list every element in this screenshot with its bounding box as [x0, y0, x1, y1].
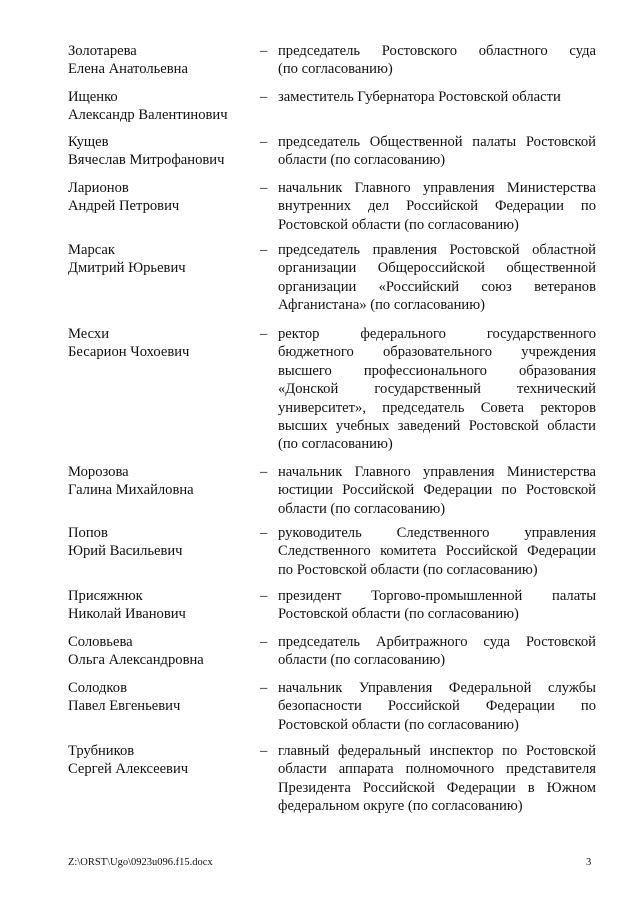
member-position	[278, 679, 596, 734]
position-line: области (по согласованию)	[278, 652, 446, 669]
member-surname: Трубников	[68, 743, 135, 759]
member-name	[68, 133, 258, 170]
position-line: (по согласованию)	[278, 436, 393, 453]
member-given-names: Юрий Васильевич	[68, 543, 183, 560]
member-given-names: Андрей Петрович	[68, 198, 180, 215]
position-line: ректор федерального государственного	[278, 326, 596, 342]
position-line: по Ростовской области (по согласованию)	[278, 561, 538, 578]
position-line: президент Торгово-промышленной палаты	[278, 588, 596, 604]
dash-separator: –	[260, 464, 268, 480]
position-line: Ростовской области (по согласованию)	[278, 216, 519, 233]
member-position	[278, 742, 596, 816]
position-line: высшего профессионального образования	[278, 362, 596, 379]
member-surname: Золотарева	[68, 43, 137, 59]
footer-file-path: Z:\ORST\Ugo\0923u096.f15.docx	[68, 857, 213, 868]
member-position	[278, 179, 596, 234]
position-line: начальник Главного управления Министерства	[278, 464, 596, 480]
dash-separator: –	[260, 743, 268, 759]
position-line: области аппарата полномочного представителя	[278, 761, 596, 778]
member-given-names: Александр Валентинович	[68, 107, 228, 124]
member-name	[68, 241, 258, 278]
dash-separator: –	[260, 680, 268, 696]
member-name	[68, 88, 258, 125]
position-line: начальник Управления Федеральной службы	[278, 680, 596, 696]
dash-separator: –	[260, 180, 268, 196]
member-name	[68, 42, 258, 79]
member-given-names: Бесарион Чохоевич	[68, 344, 190, 361]
position-line: Ростовской области (по согласованию)	[278, 716, 519, 733]
member-surname: Попов	[68, 525, 108, 541]
position-line: начальник Главного управления Министерства	[278, 180, 596, 196]
position-line: федеральном округе (по согласованию)	[278, 798, 523, 815]
position-line: Следственного комитета Российской Федерации	[278, 543, 596, 560]
dash-separator: –	[260, 134, 268, 150]
position-line: председатель Арбитражного суда Ростовской	[278, 634, 596, 650]
member-surname: Ищенко	[68, 89, 118, 105]
member-position	[278, 463, 596, 518]
member-position	[278, 524, 596, 579]
member-name	[68, 325, 258, 362]
member-surname: Соловьева	[68, 634, 133, 650]
member-surname: Ларионов	[68, 180, 129, 196]
footer-page-number: 3	[586, 857, 592, 868]
member-name	[68, 587, 258, 624]
member-surname: Марсак	[68, 242, 115, 258]
dash-separator: –	[260, 242, 268, 258]
position-line: руководитель Следственного управления	[278, 525, 596, 541]
member-given-names: Сергей Алексеевич	[68, 761, 189, 778]
member-name	[68, 742, 258, 779]
member-given-names: Ольга Александровна	[68, 652, 204, 669]
dash-separator: –	[260, 588, 268, 604]
member-position	[278, 325, 596, 454]
dash-separator: –	[260, 89, 268, 105]
position-line: Афганистана» (по согласованию)	[278, 297, 485, 314]
position-line: заместитель Губернатора Ростовской области	[278, 89, 561, 105]
position-line: бюджетного образовательного учреждения	[278, 344, 596, 361]
member-surname: Месхи	[68, 326, 110, 342]
member-name	[68, 679, 258, 716]
position-line: юстиции Российской Федерации по Ростовской	[278, 482, 596, 499]
member-given-names: Елена Анатольевна	[68, 61, 188, 78]
member-surname: Присяжнюк	[68, 588, 143, 604]
member-position	[278, 42, 596, 79]
member-name	[68, 179, 258, 216]
position-line: организации Общероссийской общественной	[278, 260, 596, 277]
member-surname: Морозова	[68, 464, 129, 480]
position-line: организации «Российский союз ветеранов	[278, 278, 596, 295]
member-given-names: Дмитрий Юрьевич	[68, 260, 186, 277]
member-name	[68, 633, 258, 670]
position-line: внутренних дел Российской Федерации по	[278, 198, 596, 215]
position-line: «Донской государственный технический	[278, 381, 596, 398]
position-line: области (по согласованию)	[278, 152, 446, 169]
member-given-names: Вячеслав Митрофанович	[68, 152, 225, 169]
position-line: Ростовской области (по согласованию)	[278, 606, 519, 623]
member-name	[68, 463, 258, 500]
member-position	[278, 633, 596, 670]
dash-separator: –	[260, 43, 268, 59]
position-line: Президента Российской Федерации в Южном	[278, 779, 596, 796]
member-given-names: Павел Евгеньевич	[68, 698, 181, 715]
member-name	[68, 524, 258, 561]
position-line: безопасности Российской Федерации по	[278, 698, 596, 715]
member-position	[278, 88, 596, 106]
member-position	[278, 241, 596, 315]
dash-separator: –	[260, 326, 268, 342]
position-line: главный федеральный инспектор по Ростовской	[278, 743, 596, 759]
position-line: университет», председатель Совета ректоров	[278, 399, 596, 416]
member-surname: Кущев	[68, 134, 109, 150]
member-surname: Солодков	[68, 680, 127, 696]
member-position	[278, 133, 596, 170]
position-line: председатель Ростовского областного суда	[278, 43, 596, 59]
dash-separator: –	[260, 525, 268, 541]
member-given-names: Николай Иванович	[68, 606, 186, 623]
position-line: председатель правления Ростовской областной	[278, 242, 596, 258]
position-line: высших учебных заведений Ростовской области	[278, 418, 596, 435]
position-line: (по согласованию)	[278, 61, 393, 78]
dash-separator: –	[260, 634, 268, 650]
member-position	[278, 587, 596, 624]
member-given-names: Галина Михайловна	[68, 482, 194, 499]
position-line: председатель Общественной палаты Ростовской	[278, 134, 596, 150]
position-line: области (по согласованию)	[278, 500, 446, 517]
